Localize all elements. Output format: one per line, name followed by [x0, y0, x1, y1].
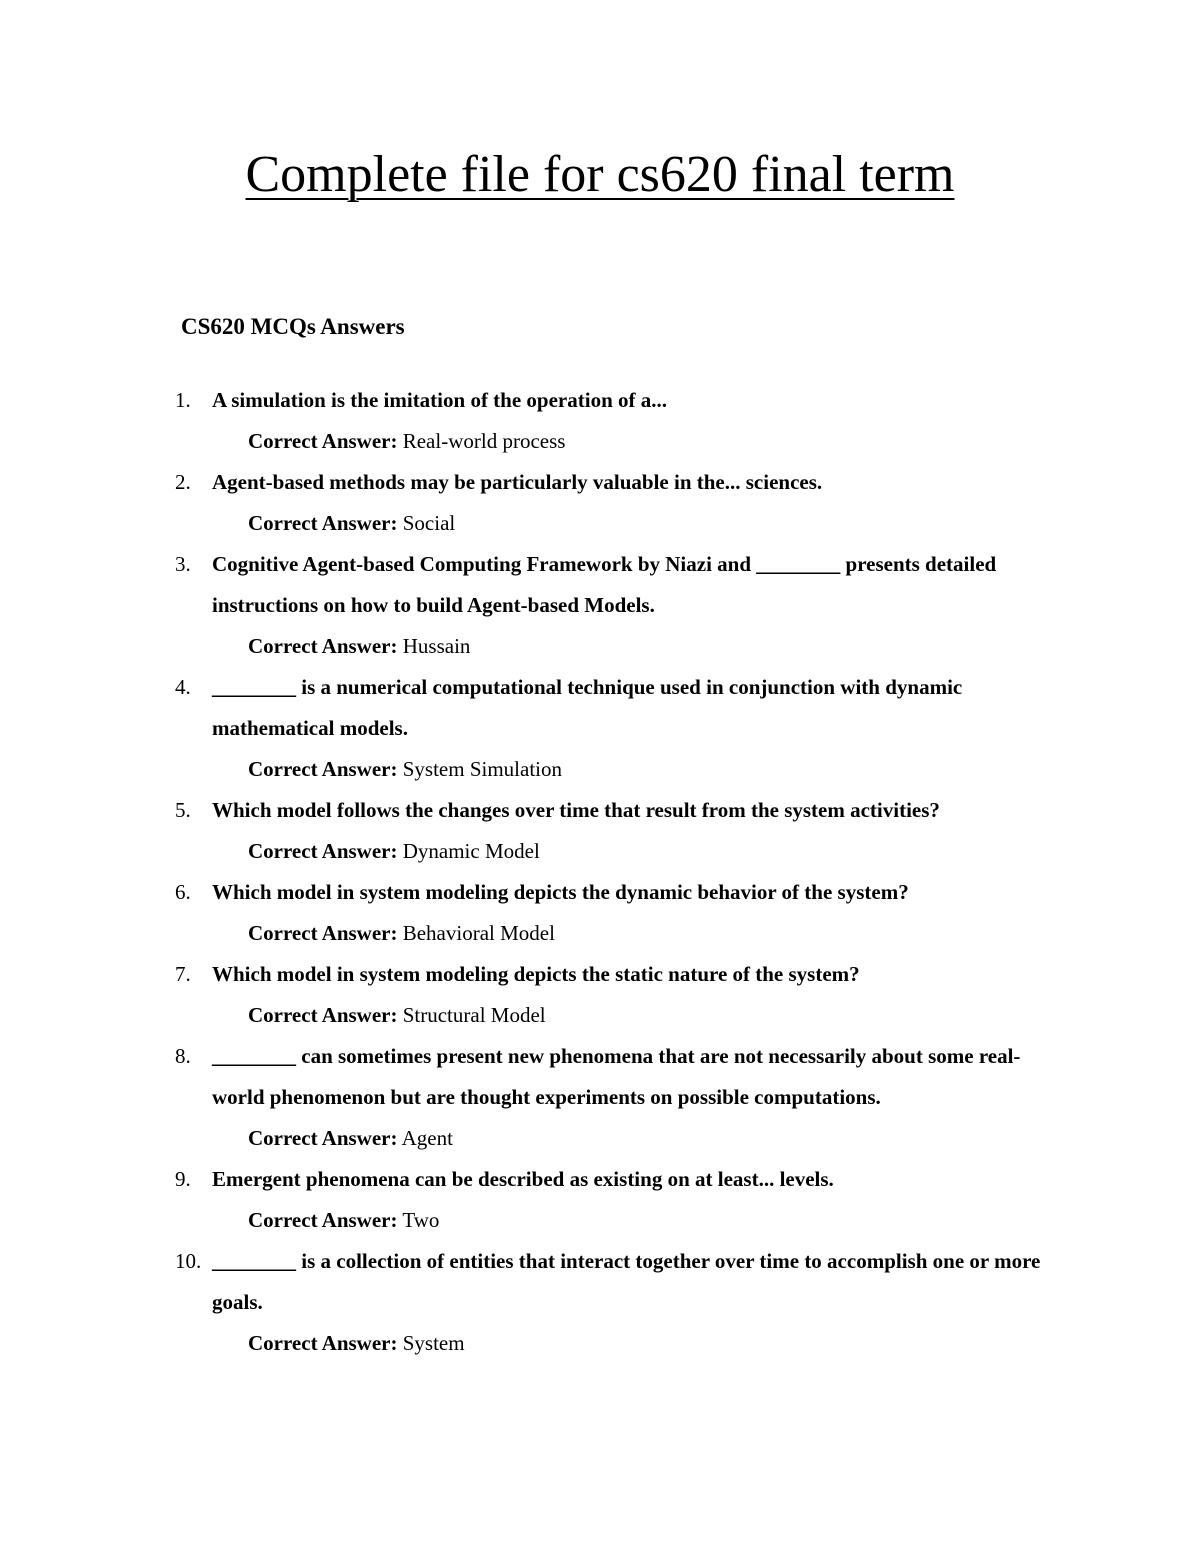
question-item [170, 1241, 1070, 1364]
answer-text: Two [402, 1208, 440, 1232]
question-text: Emergent phenomena can be described as existing on at least... levels. [212, 1167, 834, 1191]
question-row [170, 1241, 1070, 1323]
answer-row [170, 1118, 1070, 1159]
answer-row [170, 749, 1070, 790]
question-number: 10. [175, 1249, 202, 1273]
answer-row [170, 1200, 1070, 1241]
question-item [170, 462, 1070, 544]
question-item [170, 667, 1070, 790]
question-text: Which model in system modeling depicts the dynamic behavior of the system? [212, 880, 909, 904]
answer-label: Correct Answer: [248, 634, 398, 658]
answer-row [170, 503, 1070, 544]
question-number: 5. [175, 798, 191, 822]
question-list [170, 380, 1070, 1364]
document-title-text: Complete file for cs620 final term [245, 146, 955, 203]
question-number: 7. [175, 962, 191, 986]
question-row [170, 790, 1070, 831]
question-row [170, 954, 1070, 995]
answer-text: Real-world process [402, 429, 566, 453]
question-number: 4. [175, 675, 191, 699]
answer-label: Correct Answer: [248, 1003, 398, 1027]
question-text: ________ is a numerical computational technique used in conjunction with dynamic mathematical models. [212, 675, 963, 740]
answer-label: Correct Answer: [248, 839, 398, 863]
question-row [170, 380, 1070, 421]
answer-text: Dynamic Model [402, 839, 540, 863]
question-item [170, 380, 1070, 462]
question-number: 8. [175, 1044, 191, 1068]
question-item [170, 544, 1070, 667]
answer-text: Social [402, 511, 456, 535]
answer-label: Correct Answer: [248, 921, 398, 945]
question-row [170, 1036, 1070, 1118]
answer-row [170, 1323, 1070, 1364]
answer-row [170, 995, 1070, 1036]
answer-label: Correct Answer: [248, 511, 398, 535]
answer-label: Correct Answer: [248, 1331, 398, 1355]
answer-label: Correct Answer: [248, 757, 398, 781]
question-item [170, 1036, 1070, 1159]
answer-text: Structural Model [402, 1003, 546, 1027]
question-item [170, 954, 1070, 1036]
question-text: ________ can sometimes present new phenomena that are not necessarily about some real-world phenomenon but are thought experiments on possible computations. [212, 1044, 1021, 1109]
answer-row [170, 626, 1070, 667]
question-number: 9. [175, 1167, 191, 1191]
question-row [170, 462, 1070, 503]
answer-label: Correct Answer: [248, 429, 398, 453]
answer-text: Agent [401, 1126, 453, 1150]
answer-row [170, 913, 1070, 954]
question-item [170, 872, 1070, 954]
question-item [170, 1159, 1070, 1241]
answer-text: System [402, 1331, 465, 1355]
section-heading: CS620 MCQs Answers [181, 314, 405, 339]
question-number: 3. [175, 552, 191, 576]
answer-text: System Simulation [402, 757, 562, 781]
answer-row [170, 421, 1070, 462]
question-number: 2. [175, 470, 191, 494]
question-text: Agent-based methods may be particularly valuable in the... sciences. [212, 470, 823, 494]
answer-label: Correct Answer: [248, 1126, 398, 1150]
question-row [170, 544, 1070, 626]
question-row [170, 872, 1070, 913]
question-row [170, 667, 1070, 749]
answer-label: Correct Answer: [248, 1208, 398, 1232]
document-title [0, 140, 1200, 210]
question-text: ________ is a collection of entities that interact together over time to accomplish one or more goals. [212, 1249, 1041, 1314]
question-row [170, 1159, 1070, 1200]
question-number: 1. [175, 388, 191, 412]
question-text: Cognitive Agent-based Computing Framework by Niazi and ________ presents detailed instructions on how to build Agent-based Models. [212, 552, 997, 617]
answer-text: Behavioral Model [402, 921, 555, 945]
answer-text: Hussain [402, 634, 471, 658]
question-item [170, 790, 1070, 872]
question-text: A simulation is the imitation of the operation of a... [212, 388, 667, 412]
question-text: Which model follows the changes over time that result from the system activities? [212, 798, 940, 822]
answer-row [170, 831, 1070, 872]
question-number: 6. [175, 880, 191, 904]
question-text: Which model in system modeling depicts the static nature of the system? [212, 962, 860, 986]
